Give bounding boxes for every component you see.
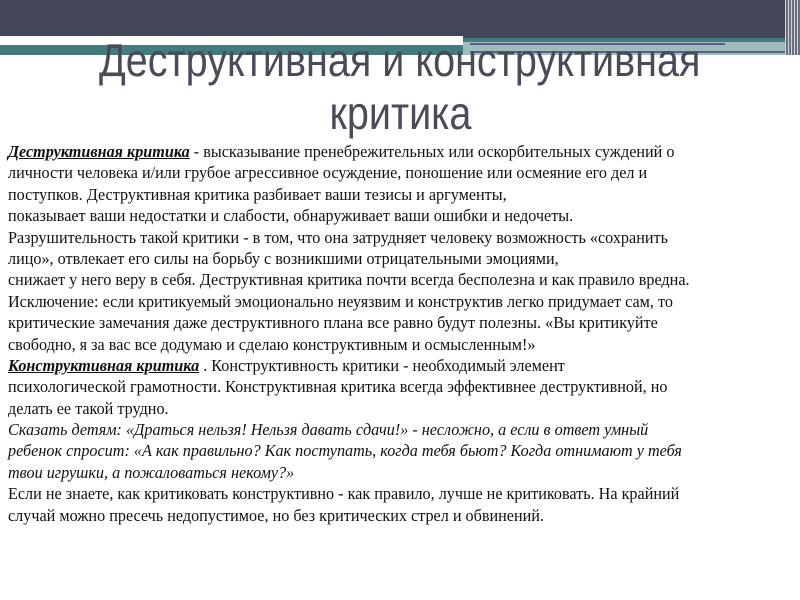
slide-title — [0, 87, 800, 139]
line-text: . Конструктивность критики - необходимый элемент — [199, 355, 565, 375]
paragraph-line: психологической грамотности. Конструктивная критика всегда эффективнее деструктивной, но — [8, 377, 668, 397]
paragraph-line: делать ее такой трудно. — [8, 398, 169, 418]
slide-title-line: Деструктивная и конструктивная — [99, 34, 701, 86]
paragraph-line — [8, 355, 782, 376]
paragraph-line: Исключение: если критикуемый эмоционально неуязвим и конструктив легко придумает сам, то — [8, 291, 673, 311]
paragraph-line — [8, 141, 782, 162]
quote-line: Сказать детям: «Драться нельзя! Нельзя давать сдачи!» - несложно, а если в ответ умный — [8, 420, 649, 440]
paragraph-line: Разрушительность такой критики - в том, что она затрудняет человеку возможность «сохранить — [8, 227, 668, 247]
paragraph-line: критические замечания даже деструктивного плана все равно будут полезны. «Вы критикуйте — [8, 313, 658, 333]
paragraph-line: показывает ваши недостатки и слабости, обнаруживает ваши ошибки и недочеты. — [8, 206, 574, 226]
term-destructive: Деструктивная критика — [8, 142, 190, 161]
slide-title — [0, 34, 800, 86]
paragraph-line: Если не знаете, как критиковать конструктивно - как правило, лучше не критиковать. На крайний — [8, 484, 680, 504]
paragraph-line: снижает у него веру в себя. Деструктивная критика почти всегда бесполезна и как правило вредна. — [8, 270, 690, 290]
header-dark-band — [0, 0, 800, 38]
slide-body — [8, 141, 798, 526]
paragraph-line: лицо», отвлекает его силы на борьбу с возникшими отрицательными эмоциями, — [8, 248, 559, 268]
line-text: - высказывание пренебрежительных или оскорбительных суждений о — [189, 142, 675, 161]
quote-line: ребенок спросит: «А как правильно? Как поступать, когда тебя бьют? Когда отнимают у тебя — [8, 441, 682, 461]
paragraph-line: поступков. Деструктивная критика разбивает ваши тезисы и аргументы, — [8, 184, 507, 204]
paragraph-line: свободно, я за вас все додумаю и сделаю конструктивным и осмысленным!» — [8, 334, 536, 354]
quote-line: твои игрушки, а пожаловаться некому?» — [8, 462, 295, 482]
term-constructive: Конструктивная критика — [8, 355, 200, 375]
paragraph-line: случай можно пресечь недопустимое, но без критических стрел и обвинений. — [8, 505, 544, 525]
slide-title-line: критика — [329, 87, 471, 139]
paragraph-line: личности человека и/или грубое агрессивное осуждение, поношение или осмеяние его дел и — [8, 163, 648, 183]
